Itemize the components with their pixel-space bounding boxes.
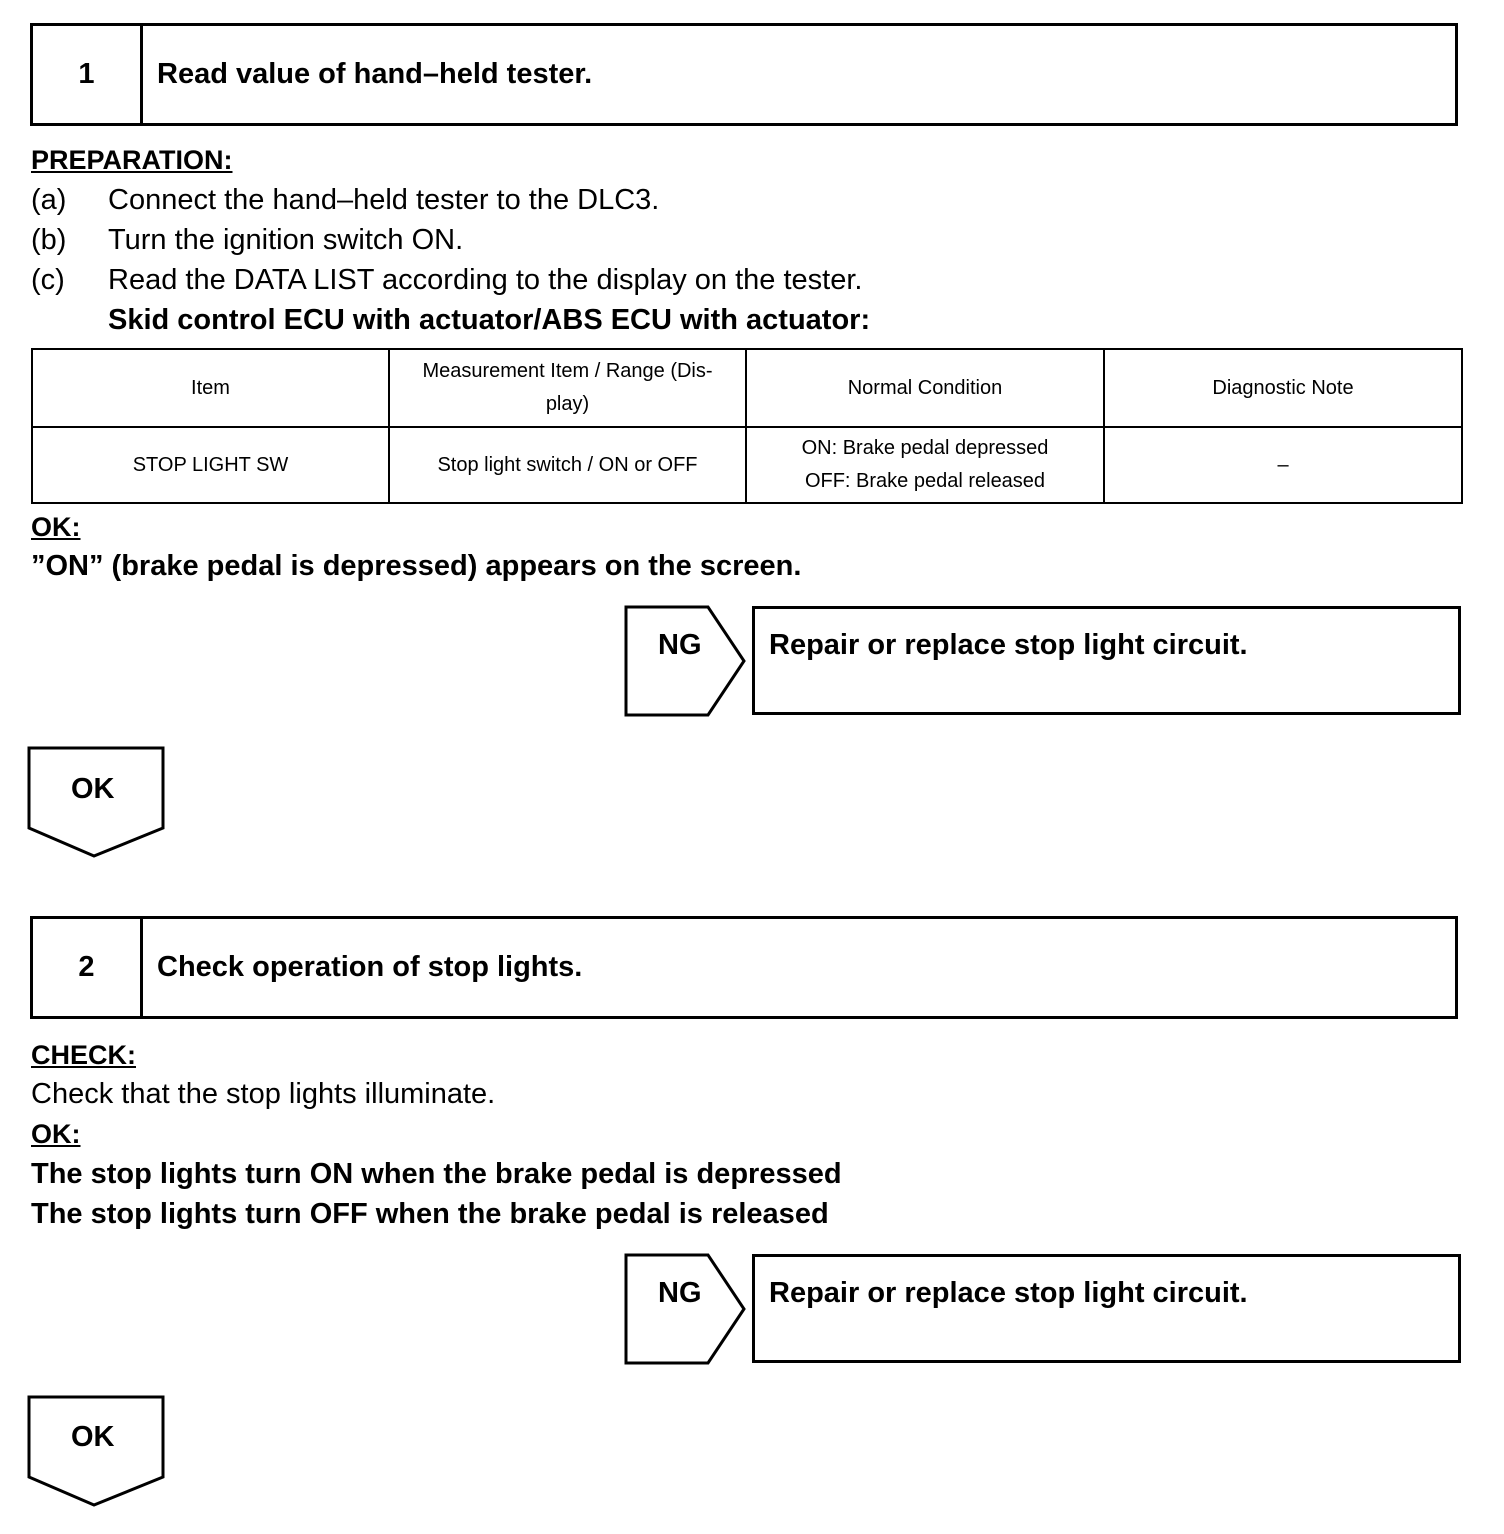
step-number: 1	[33, 26, 143, 123]
ng-result-box	[752, 606, 1461, 715]
step-label-b: (b)	[31, 224, 67, 256]
ok-text: ”ON” (brake pedal is depressed) appears on the screen.	[31, 550, 802, 582]
ok-label: OK	[71, 773, 115, 805]
cell-diagnostic-note: –	[1104, 427, 1462, 503]
header-diagnostic-note: Diagnostic Note	[1104, 349, 1462, 427]
check-text: Check that the stop lights illuminate.	[31, 1078, 496, 1110]
table-row	[32, 427, 1462, 503]
ok-label: OK	[71, 1421, 115, 1453]
table-header-row	[32, 349, 1462, 427]
step-title: Check operation of stop lights.	[157, 951, 583, 983]
step-number: 2	[33, 919, 143, 1016]
step-text-b: Turn the ignition switch ON.	[108, 224, 464, 256]
cell-normal-condition: ON: Brake pedal depressed OFF: Brake pedal released	[746, 427, 1104, 503]
step-2-header	[30, 916, 1458, 1019]
step-label-c: (c)	[31, 264, 65, 296]
step-label-a: (a)	[31, 184, 67, 216]
ok-heading: OK:	[31, 512, 81, 542]
cell-measurement: Stop light switch / ON or OFF	[389, 427, 746, 503]
header-item: Item	[32, 349, 389, 427]
ng-result-box	[752, 1254, 1461, 1363]
preparation-heading: PREPARATION:	[31, 145, 233, 175]
ok-line-1: The stop lights turn ON when the brake pedal is depressed	[31, 1158, 842, 1190]
ok-line-2: The stop lights turn OFF when the brake pedal is released	[31, 1198, 829, 1230]
step-title: Read value of hand–held tester.	[157, 58, 593, 90]
header-normal-condition: Normal Condition	[746, 349, 1104, 427]
data-list-table	[31, 348, 1463, 504]
step-text-a: Connect the hand–held tester to the DLC3.	[108, 184, 660, 216]
cell-item: STOP LIGHT SW	[32, 427, 389, 503]
ok-heading: OK:	[31, 1119, 81, 1149]
ng-result-text: Repair or replace stop light circuit.	[769, 629, 1248, 661]
check-heading: CHECK:	[31, 1040, 136, 1070]
ecu-subheading: Skid control ECU with actuator/ABS ECU with actuator:	[108, 304, 871, 336]
ng-result-text: Repair or replace stop light circuit.	[769, 1277, 1248, 1309]
step-text-c: Read the DATA LIST according to the display on the tester.	[108, 264, 863, 296]
ng-label: NG	[658, 629, 702, 661]
header-measurement: Measurement Item / Range (Dis- play)	[389, 349, 746, 427]
step-1-header	[30, 23, 1458, 126]
ng-label: NG	[658, 1277, 702, 1309]
